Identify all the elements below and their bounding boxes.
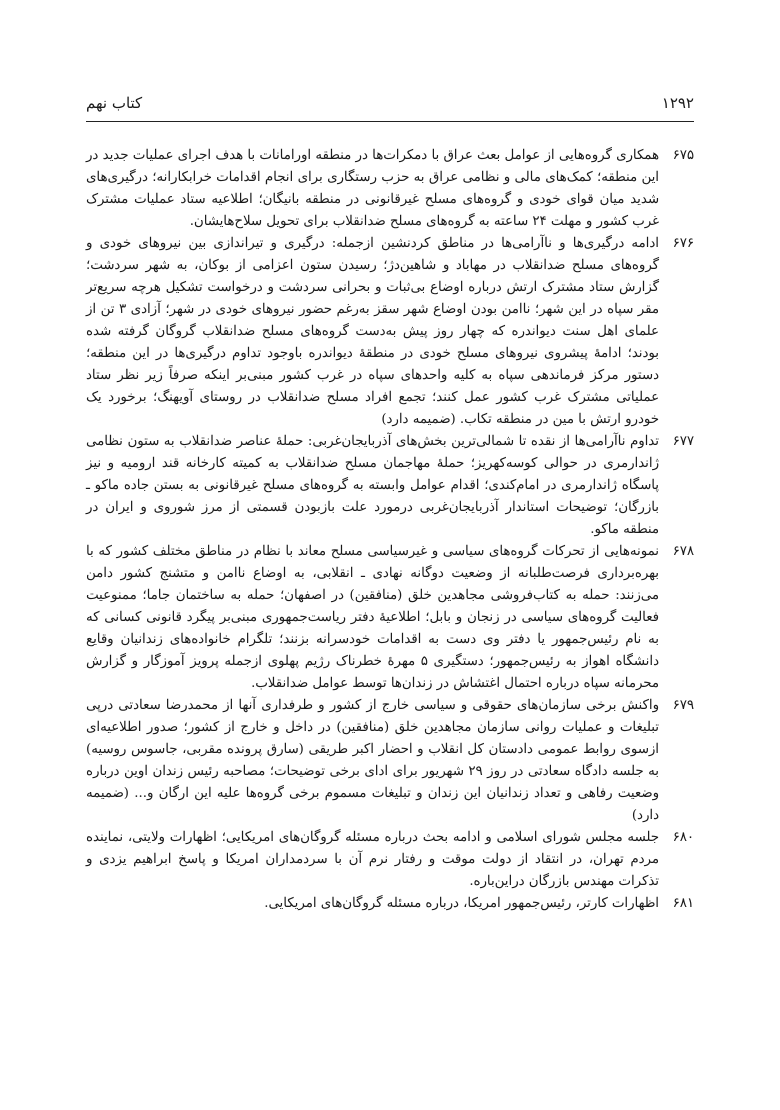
entry-text: تداوم ناآرامی‌ها از نقده تا شمالی‌ترین بخش‌های آذربایجان‌غربی: حملهٔ عناصر ضدانقلاب به ستون نظامی ژاندارمری در حوالی کوسه‌کهریز؛ حملهٔ مهاجمان مسلح ضدانقلاب به کمیته کارخانه قند ارومیه و نیز پاسگاه ژاندارمری در امام‌کندی؛ اقدام عوامل وابسته به گروه‌های مسلح غیرقانونی به بستن جاده ماکو ـ بازرگان؛ توضیحات استاندار آذربایجان‌غربی درمورد علت بازبودن قسمتی از مرز شوروی و ایران در منطقه ماکو. [86,434,659,537]
page-number: ۱۲۹۲ [661,94,694,112]
entry-text: واکنش برخی سازمان‌های حقوقی و سیاسی خارج از کشور و طرفداری آنها از محمدرضا سعادتی درپی تبلیغات و عملیات روانی سازمان مجاهدین خلق (منافقین) در داخل و خارج از کشور؛ صدور اطلاعیه‌ای ازسوی روابط عمومی دادستان کل انقلاب و احضار اکبر طریقی (سارق پرونده مقربی، جاسوس روسیه) به جلسه دادگاه سعادتی در روز ۲۹ شهریور برای ادای برخی توضیحات؛ مصاحبه رئیس زندان اوین درباره وضعیت رفاهی و تعداد زندانیان این زندان و تبلیغات مسموم برخی گروه‌ها علیه این ارگان و... (ضمیمه دارد) [86,698,660,823]
chronology-entry [86,541,694,695]
entry-text: جلسه مجلس شورای اسلامی و ادامه بحث درباره مسئله گروگان‌های امریکایی؛ اظهارات ولایتی، نماینده مردم تهران، در انتقاد از دولت موقت و رفتار نرم آن با سردمداران امریکا و پاسخ ابراهیم یزدی و تذکرات مهندس بازرگان دراین‌باره. [86,830,659,889]
chronology-entry [86,233,694,431]
chronology-entry [86,145,694,233]
entry-number: ۶۸۱ [672,896,694,911]
chronology-entry [86,893,694,915]
entry-text: نمونه‌هایی از تحرکات گروه‌های سیاسی و غیرسیاسی مسلح معاند با نظام در مناطق مختلف کشور که با بهره‌برداری فرصت‌طلبانه از وضعیت دوگانه نهادی ـ انقلابی، به اوضاع ناامن و متشنج کشور دامن می‌زنند: حمله به کتاب‌فروشی مجاهدین خلق (منافقین) در اصفهان؛ حمله به ساختمان جاما؛ ممنوعیت فعالیت گروه‌های سیاسی در زنجان و بابل؛ اطلاعیهٔ دفتر ریاست‌جمهوری مبنی‌بر پیگرد قانونی کسانی که به نام رئیس‌جمهور یا دفتر وی دست به اقدامات خودسرانه بزنند؛ تلگرام خانواده‌های زندانیان وقایع دانشگاه اهواز به رئیس‌جمهور؛ دستگیری ۵ مهرهٔ خطرناک رژیم پهلوی ازجمله پرویز آموزگار و گزارش محرمانه سپاه درباره احتمال اغتشاش در زندان‌ها توسط عوامل ضدانقلاب. [86,544,659,691]
entry-number: ۶۷۹ [672,698,694,713]
entry-number: ۶۷۷ [672,434,694,449]
entry-number: ۶۷۸ [672,544,694,559]
entry-number: ۶۷۶ [672,236,694,251]
chronology-list [86,145,694,915]
entry-text: ادامه درگیری‌ها و ناآرامی‌ها در مناطق کردنشین ازجمله: درگیری و تیراندازی بین نیروهای خودی و گروه‌های مسلح ضدانقلاب در مهاباد و شاهین‌دژ؛ رسیدن ستون اعزامی از بوکان، به شهر سردشت؛ گزارش ستاد مشترک ارتش درباره اوضاع بی‌ثبات و بحرانی سردشت و درخواست تشکیل هرچه سریع‌تر مقر سپاه در این شهر؛ ناامن بودن اوضاع شهر سقز به‌رغم حضور نیروهای خودی در شهر؛ آزادی ۳ تن از علمای اهل سنت دیواندره که چهار روز پیش به‌دست گروه‌های مسلح ضدانقلاب گروگان گرفته شده بودند؛ ادامهٔ پیشروی نیروهای مسلح خودی در منطقهٔ دیواندره باوجود تداوم درگیری‌ها در این منطقه؛ دستور مرکز فرماندهی سپاه به کلیه واحدهای سپاه در غرب کشور مبنی‌بر اینکه صرفاً زیر نظر ستاد عملیاتی مشترک غرب کشور عمل کنند؛ تجمع افراد مسلح ضدانقلاب در روستای آویهنگ؛ برخورد یک خودرو ارتش با مین در منطقه تکاب. (ضمیمه دارد) [86,236,659,427]
entry-text: اظهارات کارتر، رئیس‌جمهور امریکا، درباره مسئله گروگان‌های امریکایی. [264,896,659,911]
chronology-entry [86,827,694,893]
running-header [86,92,694,114]
chronology-entry [86,431,694,541]
entry-number: ۶۸۰ [672,830,694,845]
book-title: کتاب نهم [86,94,143,112]
chronology-entry [86,695,694,827]
entry-number: ۶۷۵ [672,148,694,163]
header-divider [86,121,694,122]
entry-text: همکاری گروه‌هایی از عوامل بعث عراق با دمکرات‌ها در منطقه اورامانات با هدف اجرای عملیات جدید در این منطقه؛ کمک‌های مالی و نظامی عراق به حزب رستگاری برای انجام اقدامات خرابکارانه؛ درگیری‌های شدید میان قوای خودی و گروه‌های مسلح غیرقانونی در منطقه بانیگان؛ اطلاعیه ستاد عملیات مشترک غرب کشور و مهلت ۲۴ ساعته به گروه‌های مسلح ضدانقلاب برای تحویل سلاح‌هایشان. [86,148,659,229]
